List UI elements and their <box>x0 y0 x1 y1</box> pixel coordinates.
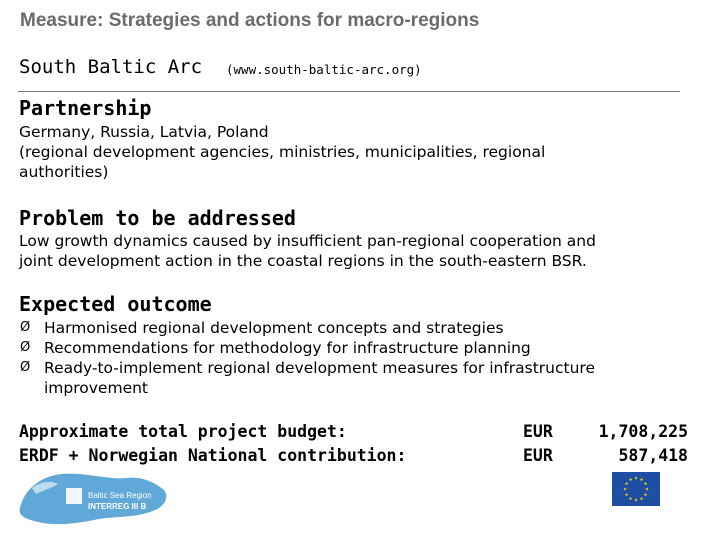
list-item <box>19 318 699 338</box>
eu-star-icon: ★ <box>633 498 639 504</box>
budget-currency: EUR <box>523 446 553 465</box>
logo-program-name: Baltic Sea Region <box>88 491 152 500</box>
budget-total-row <box>523 420 688 444</box>
project-name: South Baltic Arc <box>19 56 203 78</box>
budget-currency: EUR <box>523 422 553 441</box>
arrow-bullet-icon: Ø <box>20 340 31 355</box>
partnership-heading: Partnership <box>19 96 152 120</box>
problem-text <box>19 231 699 271</box>
budget-labels <box>19 420 406 468</box>
eu-star-icon: ★ <box>643 482 648 487</box>
logo-emblem-icon <box>66 488 82 504</box>
header-divider <box>18 91 680 92</box>
budget-total-value: 1,708,225 <box>598 422 688 441</box>
project-url: (www.south-baltic-arc.org) <box>226 62 422 77</box>
list-item-text: Recommendations for methodology for infrastructure planning <box>44 339 531 357</box>
logo-program-subtitle: INTERREG III B <box>88 502 147 511</box>
eu-star-icon: ★ <box>624 493 629 498</box>
list-item-text: Harmonised regional development concepts and strategies <box>44 319 504 337</box>
eu-star-icon: ★ <box>622 487 628 493</box>
partnership-text <box>19 122 699 182</box>
eu-star-icon: ★ <box>643 493 648 498</box>
outcome-list <box>19 318 699 398</box>
eu-flag-icon <box>612 472 660 506</box>
list-item-text: Ready-to-implement regional development measures for infrastructure improvement <box>44 359 595 397</box>
list-item <box>19 338 699 358</box>
eu-star-icon: ★ <box>644 487 650 493</box>
budget-values <box>523 420 688 468</box>
problem-heading: Problem to be addressed <box>19 206 296 230</box>
problem-line: Low growth dynamics caused by insufficient pan-regional cooperation and <box>19 232 596 250</box>
list-item <box>19 358 699 398</box>
arrow-bullet-icon: Ø <box>20 320 31 335</box>
budget-erdf-label: ERDF + Norwegian National contribution: <box>19 446 407 465</box>
partnership-line: Germany, Russia, Latvia, Poland <box>19 123 269 141</box>
eu-star-icon: ★ <box>633 476 639 482</box>
budget-erdf-value: 587,418 <box>618 446 688 465</box>
budget-total-label: Approximate total project budget: <box>19 422 347 441</box>
eu-star-icon: ★ <box>624 482 629 487</box>
slide-title: Measure: Strategies and actions for macro-regions <box>20 10 480 31</box>
eu-star-icon: ★ <box>628 497 633 503</box>
eu-star-icon: ★ <box>639 497 644 503</box>
eu-star-icon: ★ <box>628 477 633 483</box>
problem-line: joint development action in the coastal regions in the south-eastern BSR. <box>19 252 587 270</box>
partnership-line: authorities) <box>19 163 109 181</box>
budget-erdf-row <box>523 444 688 468</box>
partnership-line: (regional development agencies, ministries, municipalities, regional <box>19 143 546 161</box>
baltic-sea-region-logo <box>14 468 174 530</box>
eu-star-icon: ★ <box>639 477 644 483</box>
arrow-bullet-icon: Ø <box>20 360 31 375</box>
outcome-heading: Expected outcome <box>19 292 212 316</box>
